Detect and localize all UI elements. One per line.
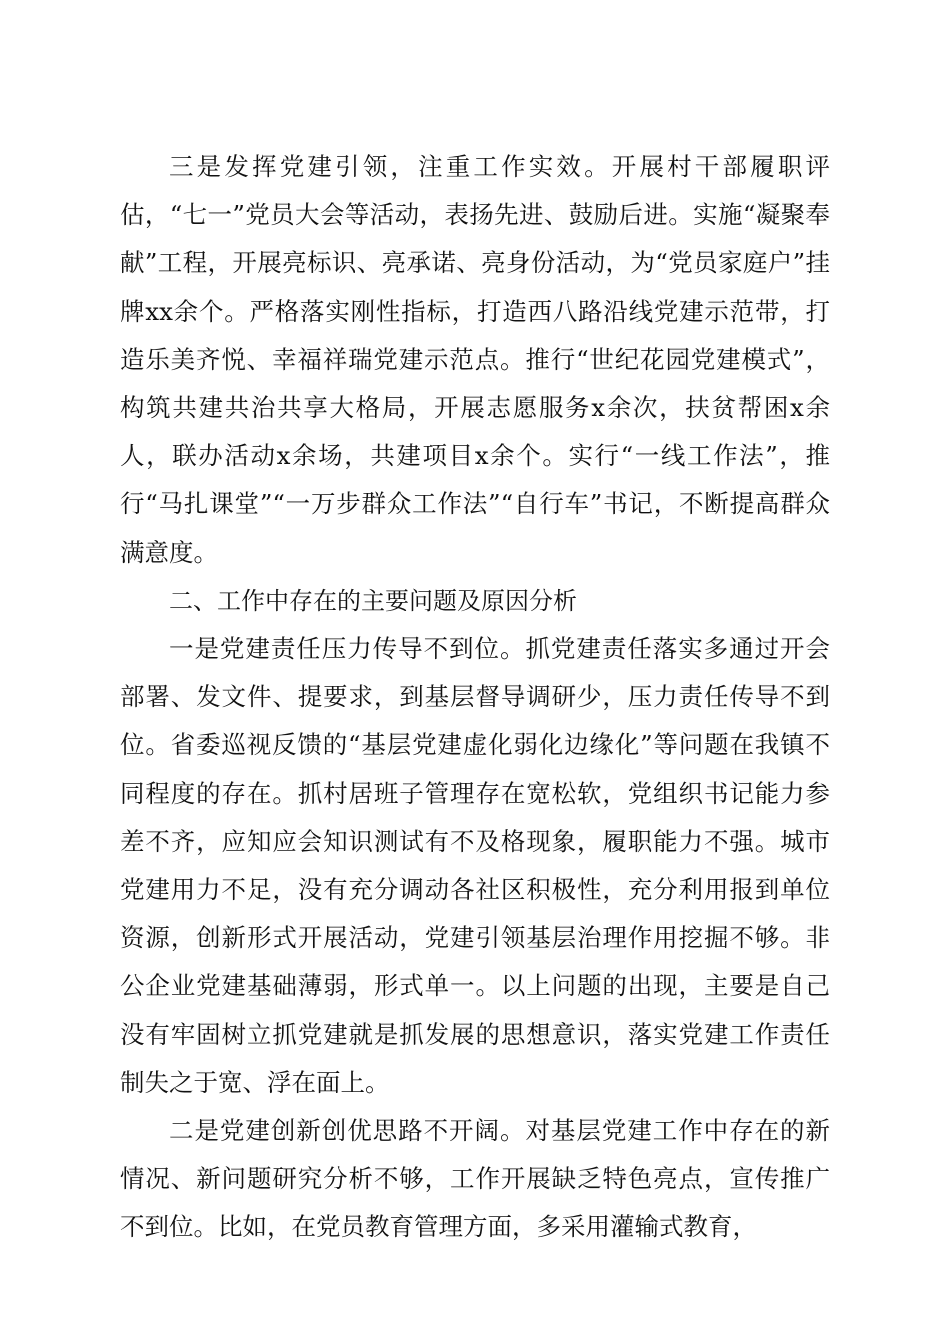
paragraph-lead: 一是党建责任压力传导不到位。 <box>169 634 526 664</box>
paragraph-party-leadership <box>120 143 830 577</box>
paragraph-body: 开展村干部履职评估，“七一”党员大会等活动，表扬先进、鼓励后进。实施“凝聚奉献”工程，开展亮标识、亮承诺、亮身份活动，为“党员家庭户”挂牌xx余个。严格落实刚性指标，打造西八路沿线党建示范带，打造乐美齐悦、幸福祥瑞党建示范点。推行“世纪花园党建模式”，构筑共建共治共享大格局，开展志愿服务x余次，扶贫帮困x余人，联办活动x余场，共建项目x余个。实行“一线工作法”，推行“马扎课堂”“一万步群众工作法”“自行车”书记，不断提高群众满意度。 <box>120 152 830 567</box>
paragraph-lead: 二是党建创新创优思路不开阔。 <box>169 1116 526 1146</box>
paragraph-lead: 三是发挥党建引领，注重工作实效。 <box>169 152 612 181</box>
document-page <box>120 143 830 1252</box>
paragraph-body: 对基层党建工作中存在的新情况、新问题研究分析不够，工作开展缺乏特色亮点，宣传推广不到位。比如，在党员教育管理方面，多采用灌输式教育， <box>120 1116 831 1242</box>
paragraph-problem-2 <box>120 1107 830 1252</box>
section-heading: 二、工作中存在的主要问题及原因分析 <box>169 586 577 615</box>
paragraph-problem-1 <box>120 625 830 1107</box>
paragraph-body: 抓党建责任落实多通过开会部署、发文件、提要求，到基层督导调研少，压力责任传导不到位。省委巡视反馈的“基层党建虚化弱化边缘化”等问题在我镇不同程度的存在。抓村居班子管理存在宽松软，党组织书记能力参差不齐，应知应会知识测试有不及格现象，履职能力不强。城市党建用力不足，没有充分调动各社区积极性，充分利用报到单位资源，创新形式开展活动，党建引领基层治理作用挖掘不够。非公企业党建基础薄弱，形式单一。以上问题的出现，主要是自己没有牢固树立抓党建就是抓发展的思想意识，落实党建工作责任制失之于宽、浮在面上。 <box>120 634 831 1097</box>
